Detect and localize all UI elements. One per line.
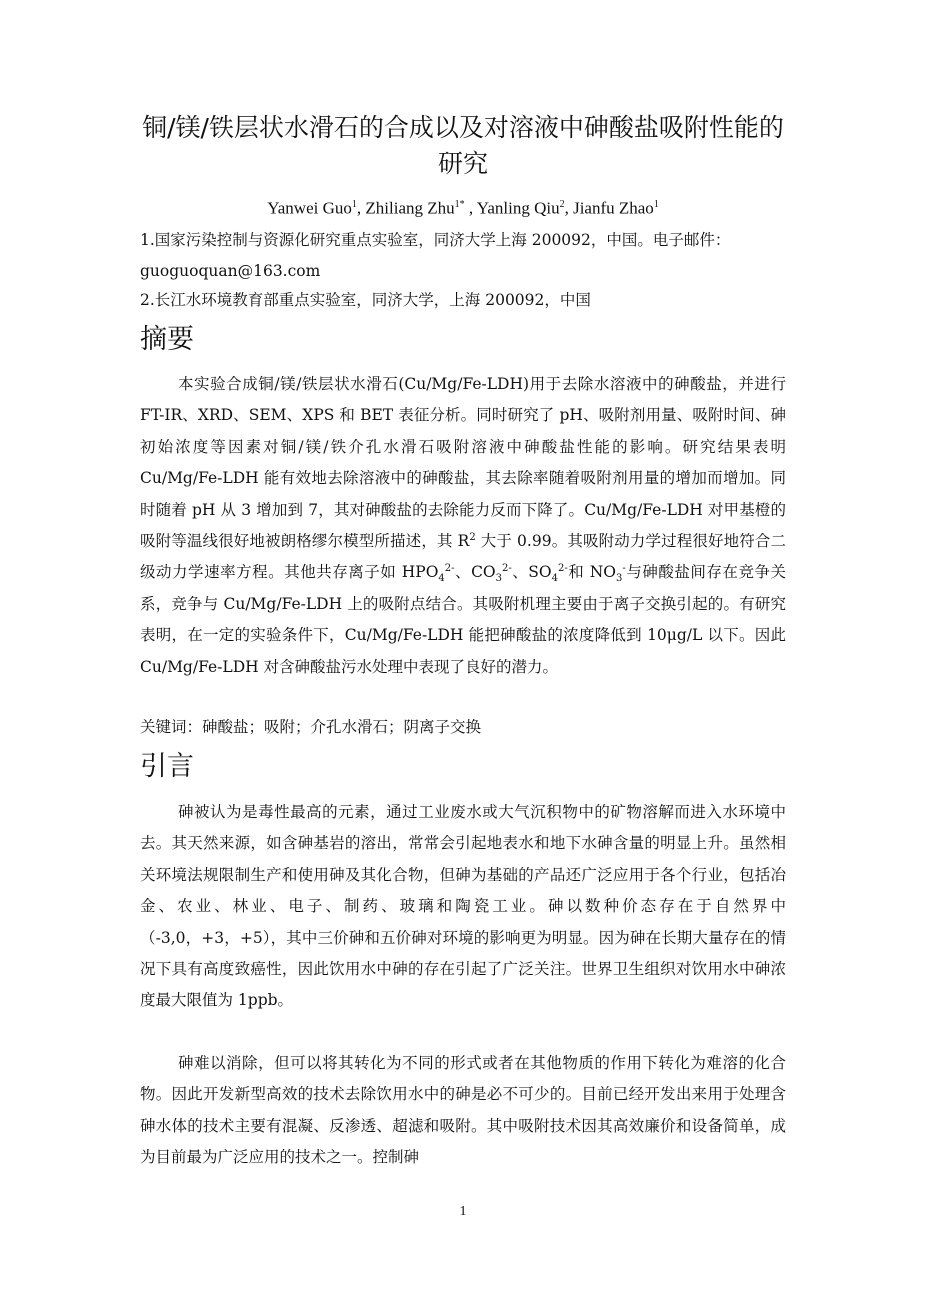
- keywords: 关键词：砷酸盐；吸附；介孔水滑石；阴离子交换: [140, 718, 482, 736]
- superscript: 2-: [558, 563, 568, 575]
- page-number: 1: [459, 1204, 467, 1219]
- affiliation-1: 1.国家污染控制与资源化研究重点实验室，同济大学上海 200092，中国。电子邮件：guoguoquan@163.com: [140, 231, 731, 280]
- author-list: Yanwei Guo$^1$, Zhiliang Zhu$^{1*}$ , Yanling Qiu$^2$, Jianfu Zhao$^1$: [267, 198, 659, 218]
- introduction-heading: 引言: [140, 751, 194, 782]
- subscript: 4: [438, 573, 445, 585]
- author-name: Yanwei Guo: [267, 198, 352, 218]
- subscript: 3: [616, 573, 623, 585]
- author-name: Jianfu Zhao: [573, 198, 654, 218]
- abstract-text-part: 本实验合成铜/镁/铁层状水滑石(Cu/Mg/Fe-LDH)用于去除水溶液中的砷酸盐，并进行 FT-IR、XRD、SEM、XPS 和 BET 表征分析。同时研究了 pH、吸附剂用量、吸附时间、砷初始浓度等因素对铜/镁/铁介孔水滑石吸附溶液中砷酸盐性能的影响。研究结果表明 Cu/Mg/Fe-LDH 能有效地去除溶液中的砷酸盐，其去除率随着吸附剂用量的增加而增加。同时随着 pH 从 3 增加到 7，其对砷酸盐的去除能力反而下降了。Cu/Mg/Fe-LDH 对甲基橙的吸附等温线很好地被朗格缪尔模型所描述，其 R: [140, 375, 786, 551]
- introduction-paragraph-2: 砷难以消除，但可以将其转化为不同的形式或者在其他物质的作用下转化为难溶的化合物。因此开发新型高效的技术去除饮用水中的砷是必不可少的。目前已经开发出来用于处理含砷水体的技术主要有混凝、反渗透、超滤和吸附。其中吸附技术因其高效廉价和设备简单，成为目前最为广泛应用的技术之一。控制砷: [140, 1054, 786, 1167]
- abstract-body: [140, 369, 786, 683]
- abstract-text-part: 、CO: [454, 563, 496, 582]
- subscript: 4: [551, 573, 559, 585]
- superscript: 2: [469, 531, 476, 543]
- superscript: -: [622, 563, 626, 575]
- abstract-text-part: 和 NO: [567, 563, 617, 582]
- subscript: 3: [495, 573, 503, 585]
- superscript: 2-: [502, 563, 512, 575]
- affiliation-2: 2.长江水环境教育部重点实验室，同济大学，上海 200092，中国: [140, 291, 591, 309]
- author-affiliation-mark: 1*: [454, 199, 465, 210]
- author-name: Zhiliang Zhu: [365, 198, 455, 218]
- author-affiliation-mark: 2: [559, 199, 565, 210]
- author-affiliation-mark: 1: [653, 199, 659, 210]
- superscript: 2-: [444, 563, 455, 575]
- paper-title: 铜/镁/铁层状水滑石的合成以及对溶液中砷酸盐吸附性能的研究: [142, 113, 784, 178]
- abstract-text-part: 与砷酸盐间存在竞争关系，竞争与 Cu/Mg/Fe-LDH 上的吸附点结合。其吸附机理主要由于离子交换引起的。有研究表明，在一定的实验条件下，Cu/Mg/Fe-LDH 能把砷酸盐的浓度降低到 10μg/L 以下。因此 Cu/Mg/Fe-LDH 对含砷酸盐污水处理中表现了良好的潜力。: [140, 563, 786, 676]
- abstract-text-part: 大于 0.99。其吸附动力学过程很好地符合二级动力学速率方程。其他共存离子如 HPO: [140, 532, 786, 582]
- abstract-heading: 摘要: [140, 324, 194, 355]
- abstract-text-part: 、SO: [511, 563, 552, 582]
- author-name: Yanling Qiu: [476, 198, 560, 218]
- author-affiliation-mark: 1: [351, 199, 357, 210]
- introduction-paragraph-1: 砷被认为是毒性最高的元素，通过工业废水或大气沉积物中的矿物溶解而进入水环境中去。其天然来源，如含砷基岩的溶出，常常会引起地表水和地下水砷含量的明显上升。虽然相关环境法规限制生产和使用砷及其化合物，但砷为基础的产品还广泛应用于各个行业，包括冶金、农业、林业、电子、制药、玻璃和陶瓷工业。砷以数种价态存在于自然界中（-3,0，+3，+5），其中三价砷和五价砷对环境的影响更为明显。因为砷在长期大量存在的情况下具有高度致癌性，因此饮用水中砷的存在引起了广泛关注。世界卫生组织对饮用水中砷浓度最大限值为 1ppb。: [140, 803, 786, 1010]
